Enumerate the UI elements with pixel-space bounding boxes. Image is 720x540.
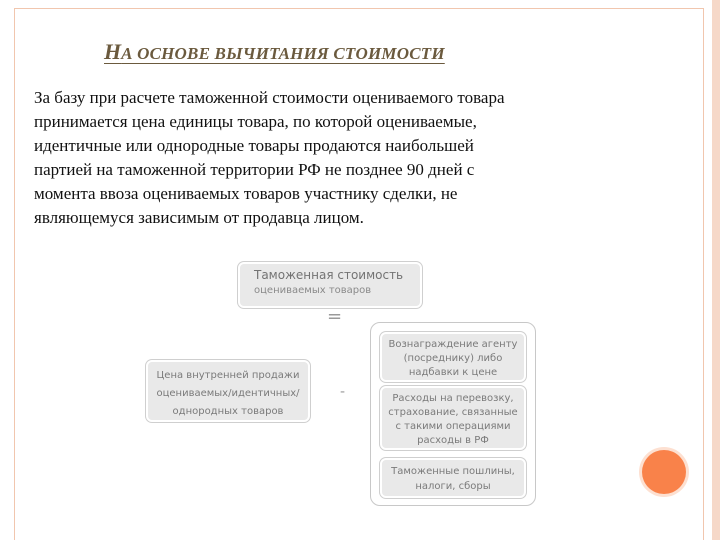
internal-price-box (146, 360, 310, 422)
slide-title (104, 30, 445, 67)
duties-line2: налоги, сборы (415, 481, 491, 492)
expenses-line1: Расходы на перевозку, (392, 393, 514, 404)
body-paragraph (34, 86, 664, 230)
title-first-letter: Н (104, 39, 122, 64)
agent-fee-box (380, 332, 526, 382)
customs-value-line1: Таможенная стоимость (254, 268, 404, 282)
body-line: момента ввоза оцениваемых товаров участнику сделки, не (34, 184, 458, 203)
agent-fee-line2: (посреднику) либо (403, 353, 503, 364)
body-line: За базу при расчете таможенной стоимости оцениваемого товара (34, 88, 505, 107)
internal-price-line3: однородных товаров (172, 406, 284, 417)
customs-value-line2: оцениваемых товаров (254, 285, 372, 296)
internal-price-line1: Цена внутренней продажи (156, 370, 300, 381)
duties-line1: Таможенные пошлины, (391, 466, 515, 477)
body-line: принимается цена единицы товара, по которой оцениваемые, (34, 112, 477, 131)
customs-value-box (238, 262, 422, 308)
decorative-stripe (712, 0, 720, 540)
body-line: идентичные или однородные товары продаются наибольшей (34, 136, 474, 155)
agent-fee-line1: Вознаграждение агенту (388, 339, 518, 350)
duties-box (380, 458, 526, 498)
expenses-line4: расходы в РФ (417, 435, 489, 446)
minus-sign: - (340, 384, 346, 400)
expenses-line3: с такими операциями (395, 421, 511, 432)
equals-sign: = (327, 306, 343, 327)
internal-price-line2: оцениваемых/идентичных/ (156, 388, 300, 399)
title-rest: А ОСНОВЕ ВЫЧИТАНИЯ СТОИМОСТИ (121, 44, 445, 63)
body-line: партией на таможенной территории РФ не позднее 90 дней с (34, 160, 475, 179)
decorative-circle (642, 450, 686, 494)
expenses-box (380, 386, 526, 450)
expenses-line2: страхование, связанные (388, 407, 518, 418)
body-line: являющемуся зависимым от продавца лицом. (34, 208, 364, 227)
agent-fee-line3: надбавки к цене (408, 367, 498, 378)
